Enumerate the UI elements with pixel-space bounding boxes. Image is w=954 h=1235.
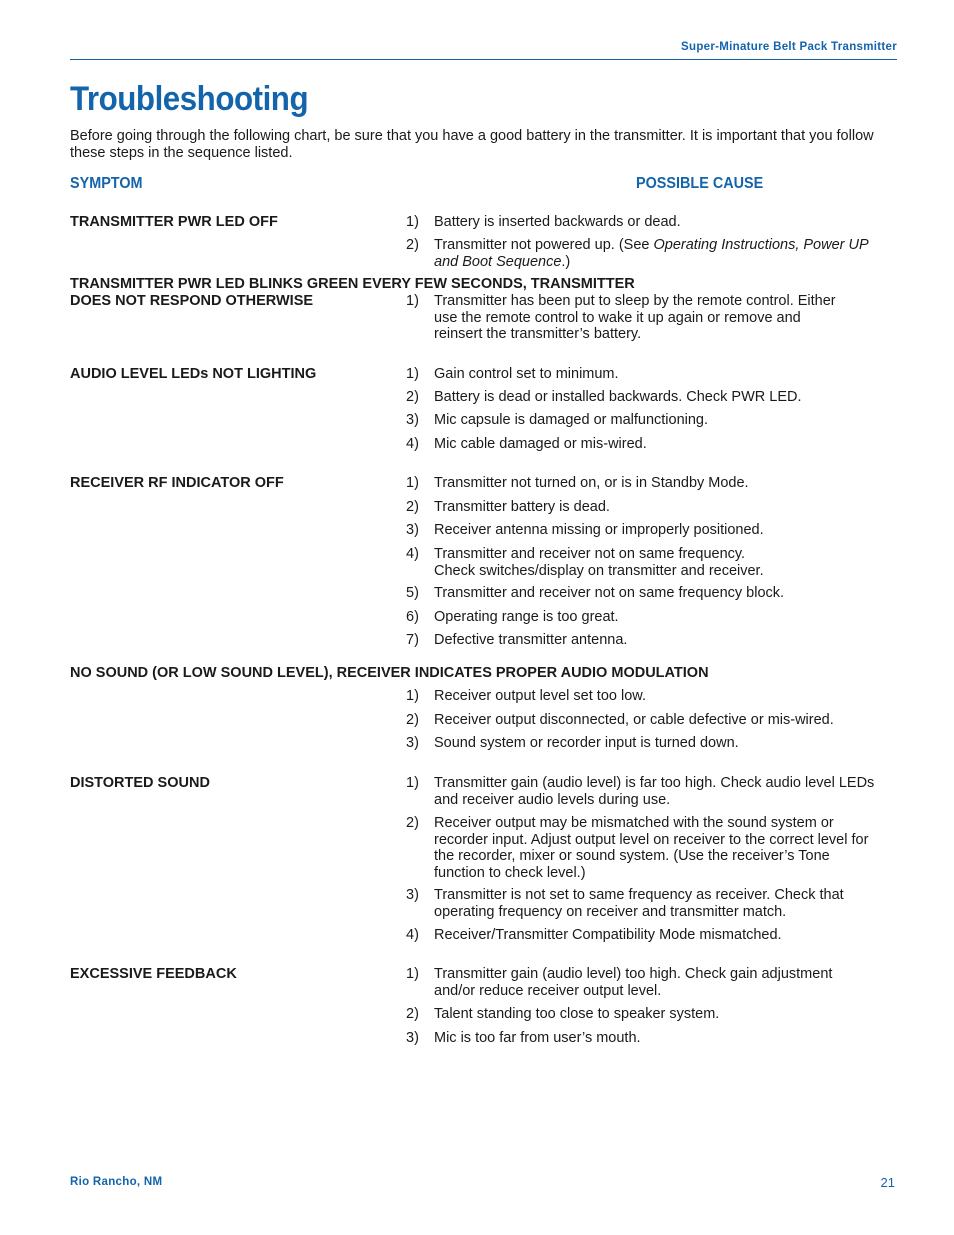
symptom-column-header: SYMPTOM bbox=[70, 175, 143, 192]
cause-text: Defective transmitter antenna. bbox=[434, 632, 628, 648]
cause-number: 2) bbox=[406, 389, 419, 405]
cause-text-line: Transmitter and receiver not on same frequency. bbox=[434, 546, 746, 562]
cause-text: Transmitter battery is dead. bbox=[434, 499, 610, 515]
cause-item bbox=[406, 475, 886, 492]
cause-item bbox=[406, 585, 886, 602]
cause-item bbox=[406, 436, 886, 453]
cause-number: 4) bbox=[406, 546, 419, 562]
cause-number: 6) bbox=[406, 609, 419, 625]
cause-text: Operating range is too great. bbox=[434, 609, 619, 625]
cause-text bbox=[434, 237, 886, 270]
cause-number: 3) bbox=[406, 412, 419, 428]
cause-number: 1) bbox=[406, 688, 419, 704]
cause-item bbox=[406, 1006, 886, 1023]
cause-number: 2) bbox=[406, 1006, 419, 1022]
cause-number: 1) bbox=[406, 966, 419, 982]
cause-item bbox=[406, 522, 886, 539]
cause-text-line: Check switches/display on transmitter and receiver. bbox=[434, 562, 764, 579]
cause-text bbox=[434, 546, 886, 579]
symptom-pwr-led-blinks-line2: DOES NOT RESPOND OTHERWISE bbox=[70, 293, 314, 309]
cause-text-tail: .) bbox=[561, 253, 571, 270]
cause-text: Talent standing too close to speaker system. bbox=[434, 1006, 720, 1022]
cause-text: Battery is inserted backwards or dead. bbox=[434, 214, 681, 230]
cause-item bbox=[406, 499, 886, 516]
symptom-distorted-sound: DISTORTED SOUND bbox=[70, 775, 210, 791]
cause-text: Receiver output may be mismatched with the sound system or recorder input. Adjust output level on receiver to the correct level for the recorder, mixer or sound system. (Use the receiver’s Tone function to check level.) bbox=[434, 815, 869, 881]
cause-text: Transmitter is not set to same frequency as receiver. Check that operating frequency on receiver and transmitter match. bbox=[434, 887, 844, 920]
cause-text: Mic capsule is damaged or malfunctioning. bbox=[434, 412, 709, 428]
cause-item bbox=[406, 1030, 886, 1047]
cause-text: Gain control set to minimum. bbox=[434, 366, 619, 382]
cause-item bbox=[406, 815, 880, 881]
cause-text: Transmitter gain (audio level) is far too high. Check audio level LEDs and receiver audio levels during use. bbox=[434, 775, 875, 808]
symptom-no-sound: NO SOUND (OR LOW SOUND LEVEL), RECEIVER INDICATES PROPER AUDIO MODULATION bbox=[70, 665, 709, 681]
cause-number: 3) bbox=[406, 887, 419, 903]
cause-item bbox=[406, 609, 886, 626]
cause-text: Transmitter gain (audio level) too high. Check gain adjustment and/or reduce receiver output level. bbox=[434, 966, 833, 999]
cause-number: 1) bbox=[406, 293, 419, 309]
cause-number: 1) bbox=[406, 214, 419, 230]
cause-text: Transmitter not turned on, or is in Standby Mode. bbox=[434, 475, 749, 491]
possible-cause-column-header: POSSIBLE CAUSE bbox=[636, 175, 764, 192]
cause-text: Receiver antenna missing or improperly positioned. bbox=[434, 522, 764, 538]
cause-text: Transmitter has been put to sleep by the remote control. Either use the remote control to wake it up again or remove and reinsert the transmitter’s battery. bbox=[434, 293, 836, 342]
cause-item bbox=[406, 966, 866, 999]
cause-text: Mic is too far from user’s mouth. bbox=[434, 1030, 641, 1046]
cause-item bbox=[406, 293, 836, 343]
page-number: 21 bbox=[880, 1175, 895, 1190]
symptom-excessive-feedback: EXCESSIVE FEEDBACK bbox=[70, 966, 237, 982]
symptom-receiver-rf-off: RECEIVER RF INDICATOR OFF bbox=[70, 475, 284, 491]
cause-number: 2) bbox=[406, 815, 419, 831]
cause-number: 2) bbox=[406, 499, 419, 515]
page-title: Troubleshooting bbox=[70, 80, 309, 118]
cause-number: 7) bbox=[406, 632, 419, 648]
cause-text-lead: Transmitter not powered up. (See bbox=[434, 237, 654, 253]
cause-number: 1) bbox=[406, 775, 419, 791]
cause-item bbox=[406, 546, 886, 579]
cause-item bbox=[406, 927, 886, 944]
cause-text: Mic cable damaged or mis-wired. bbox=[434, 436, 647, 452]
cause-text: Transmitter and receiver not on same frequency block. bbox=[434, 585, 785, 601]
intro-paragraph: Before going through the following chart, be sure that you have a good battery in the transmitter. It is important that you follow these steps in the sequence listed. bbox=[70, 128, 874, 161]
cause-text: Receiver/Transmitter Compatibility Mode mismatched. bbox=[434, 927, 782, 943]
symptom-pwr-led-off: TRANSMITTER PWR LED OFF bbox=[70, 214, 278, 230]
cause-number: 1) bbox=[406, 475, 419, 491]
cause-item bbox=[406, 887, 880, 920]
cause-number: 3) bbox=[406, 735, 419, 751]
cause-text: Receiver output disconnected, or cable defective or mis-wired. bbox=[434, 712, 834, 728]
cause-number: 1) bbox=[406, 366, 419, 382]
cause-text: Battery is dead or installed backwards. Check PWR LED. bbox=[434, 389, 802, 405]
cause-number: 5) bbox=[406, 585, 419, 601]
cause-item bbox=[406, 237, 886, 270]
cause-item bbox=[406, 775, 880, 808]
header-rule bbox=[70, 59, 897, 60]
running-header: Super-Minature Belt Pack Transmitter bbox=[681, 41, 897, 53]
cause-item bbox=[406, 712, 886, 729]
cause-number: 4) bbox=[406, 436, 419, 452]
cause-item bbox=[406, 366, 886, 383]
cause-item bbox=[406, 688, 886, 705]
cause-text-reference: Operating Instructions, Power UP and Boot Sequence bbox=[434, 237, 869, 270]
cause-number: 3) bbox=[406, 522, 419, 538]
cause-number: 3) bbox=[406, 1030, 419, 1046]
cause-item bbox=[406, 735, 886, 752]
symptom-audio-level-leds: AUDIO LEVEL LEDs NOT LIGHTING bbox=[70, 366, 317, 382]
cause-number: 2) bbox=[406, 712, 419, 728]
cause-item bbox=[406, 412, 886, 429]
cause-text: Sound system or recorder input is turned down. bbox=[434, 735, 739, 751]
cause-number: 4) bbox=[406, 927, 419, 943]
cause-item bbox=[406, 214, 886, 231]
cause-text: Receiver output level set too low. bbox=[434, 688, 646, 704]
cause-item bbox=[406, 389, 886, 406]
symptom-pwr-led-blinks-line1: TRANSMITTER PWR LED BLINKS GREEN EVERY FEW SECONDS, TRANSMITTER bbox=[70, 276, 635, 292]
footer-location: Rio Rancho, NM bbox=[70, 1176, 163, 1188]
cause-item bbox=[406, 632, 886, 649]
cause-number: 2) bbox=[406, 237, 419, 253]
